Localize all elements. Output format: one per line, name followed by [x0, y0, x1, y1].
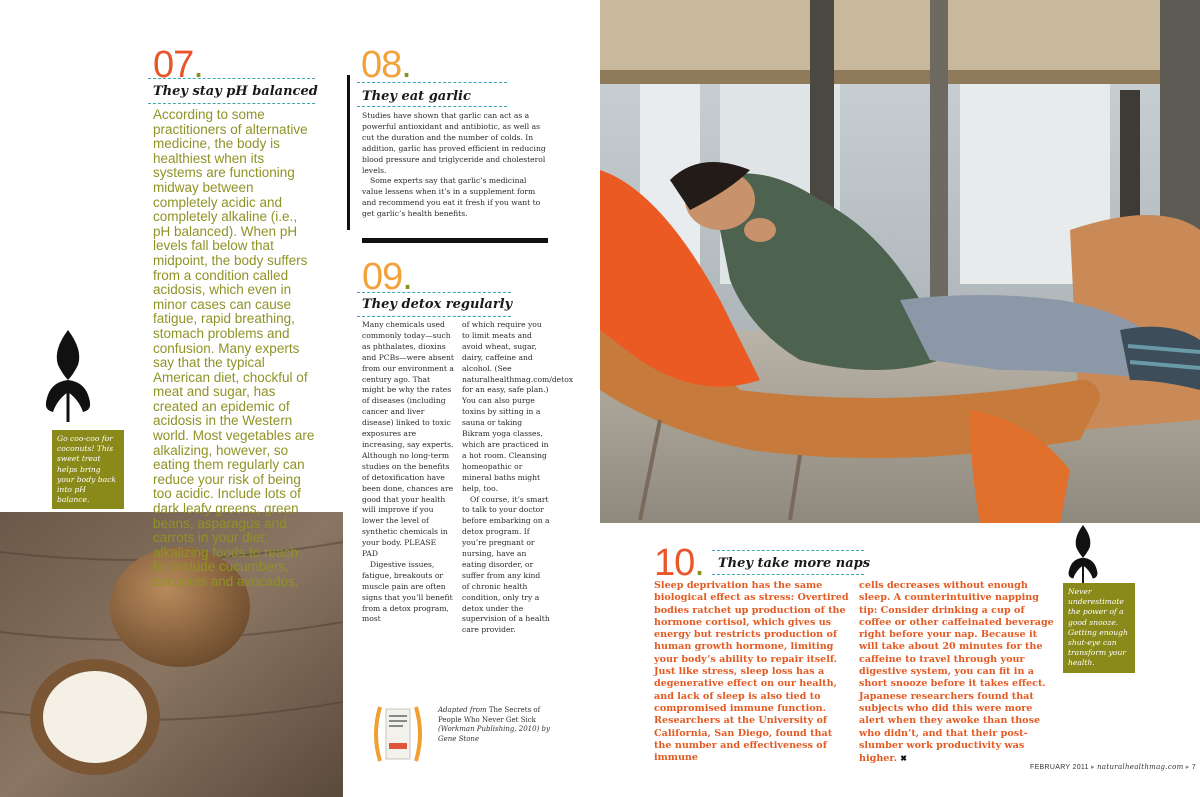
book-cover-icon: [372, 703, 424, 765]
section-title: They detox regularly: [362, 297, 513, 312]
paragraph: Digestive issues, fatigue, breakouts or muscle pain are often signs that you’ll benefit from a detox program, most: [362, 559, 453, 624]
chevron-right-icon: ▸: [1185, 764, 1190, 771]
section-body-column-2: [462, 320, 574, 636]
photo-caption: Never underestimate the power of a good snooze. Getting enough shut-eye can transform your health.: [1063, 583, 1135, 673]
credit-lead: Adapted from: [438, 706, 489, 714]
section-body-column-2: [859, 580, 1055, 765]
paragraph: Of course, it’s smart to talk to your doctor before embarking on a detox program. If you’re pregnant or nursing, have an eating disorder, or suffer from any kind of chronic health condition, only try a detox under the supervision of a health care provider.: [462, 494, 550, 635]
footer-site: naturalhealthmag.com: [1097, 763, 1184, 771]
paragraph: Studies have shown that garlic can act as a powerful antioxidant and antibiotic, as well as cut the duration and the number of colds. In addition, garlic has proved efficient in reducing blood pressure and triglyceride and cholesterol levels.: [362, 111, 546, 175]
divider-line: [357, 292, 511, 293]
section-title: They eat garlic: [362, 89, 471, 104]
end-mark-icon: ✖: [900, 753, 907, 764]
photo-caption: Go coo-coo for coconuts! This sweet treat helps bring your body back into pH balance.: [52, 430, 124, 509]
divider-line: [357, 316, 511, 317]
section-number-dot: .: [401, 44, 411, 86]
divider-line: [712, 574, 864, 575]
section-number-dot: .: [193, 44, 203, 86]
footer-date: FEBRUARY 2011: [1030, 764, 1089, 771]
section-number-digits: 10: [654, 542, 695, 584]
credit-book-title: The Secrets of People Who Never Get Sick: [438, 706, 541, 724]
page-footer: [1030, 763, 1196, 771]
book-credit: [438, 706, 550, 744]
section-body-column-1: Sleep deprivation has the same biological effect as stress: Overtired bodies ratchet up production of the hormone cortisol, which gives us energy but restricts production of human growth hormone, limiting your body’s ability to repair itself. Just like stress, sleep loss has a degenerative effect on our health, and lack of sleep is also tied to compromised immune function. Researchers at the University of California, San Diego, found that the number and effectiveness of immune: [654, 580, 849, 764]
credit-rest: (Workman Publishing, 2010) by Gene Stone: [438, 725, 550, 743]
divider-line: [148, 78, 315, 79]
section-rule: [362, 238, 548, 243]
divider-line: [357, 82, 507, 83]
divider-line: [357, 106, 507, 107]
section-title: They take more naps: [718, 556, 871, 571]
column-rule: [347, 75, 350, 230]
section-number-10: [654, 544, 704, 582]
divider-line: [712, 550, 864, 551]
paragraph: Some experts say that garlic’s medicinal value lessens when it’s in a supplement form and recommend you eat it fresh if you want to get garlic’s health benefits.: [362, 176, 541, 219]
section-number-digits: 07: [153, 44, 194, 86]
section-number-digits: 09: [362, 256, 403, 298]
page-number: 7: [1191, 764, 1197, 771]
napping-woman-photo: [600, 0, 1200, 523]
paragraph: Many chemicals used commonly today—such as phthalates, dioxins and PCBs—were absent from our environment a century ago. That might be why the rates of diseases (including cancer and liver disease) linked to toxic exposures are increasing, say experts. Although no long-term studies on the benefits of detoxification have been done, chances are good that your health will improve if you lower the level of synthetic chemicals in your body. PLEASE PAD: [362, 320, 454, 559]
fleur-ornament-icon: [43, 330, 93, 422]
section-number-09: [362, 258, 412, 296]
section-number-08: [361, 46, 411, 84]
divider-line: [148, 103, 315, 104]
paragraph: of which require you to limit meats and avoid wheat, sugar, dairy, caffeine and alcohol. (See naturalhealthmag.com/detox for an easy, safe plan.) You can also purge toxins by sitting in a sauna or taking Bikram yoga classes, which are practiced in a hot room. Cleansing homeopathic or mineral baths might help, too.: [462, 320, 574, 493]
section-body-column-1: [362, 320, 454, 625]
section-body: According to some practitioners of alternative medicine, the body is healthiest when its systems are functioning midway between completely acidic and completely alkaline (i.e., pH balanced). When pH levels fall below that midpoint, the body suffers from a condition called acidosis, which even in minor cases can cause fatigue, rapid breathing, stomach problems and confusion. Many experts say that the typical American diet, chockful of meat and sugar, has created an epidemic of acidosis in the Western world. Most vegetables are alkalizing, however, so eating them regularly can reduce your risk of being too acidic. Include lots of dark leafy greens, green beans, asparagus and carrots in your diet; alkalizing foods to reach for include cucumbers, coconuts and avocados.: [153, 107, 315, 589]
section-number-dot: .: [402, 256, 412, 298]
section-body: [362, 111, 546, 220]
section-number-dot: .: [694, 542, 704, 584]
section-number-digits: 08: [361, 44, 402, 86]
chevron-right-icon: ▸: [1091, 764, 1095, 771]
paragraph: cells decreases without enough sleep. A counterintuitive napping tip: Consider drinking a cup of coffee or other caffeinated beverage right before your nap. Because it will take about 20 minutes for the caffeine to travel through your digestive system, you can fit in a short snooze before it takes effect. Japanese researchers found that subjects who did this were more alert when they awoke than those who didn’t, and that their post-slumber work productivity was higher.: [859, 580, 1054, 765]
section-title: They stay pH balanced: [153, 84, 318, 99]
fleur-ornament-icon: [1063, 525, 1103, 585]
